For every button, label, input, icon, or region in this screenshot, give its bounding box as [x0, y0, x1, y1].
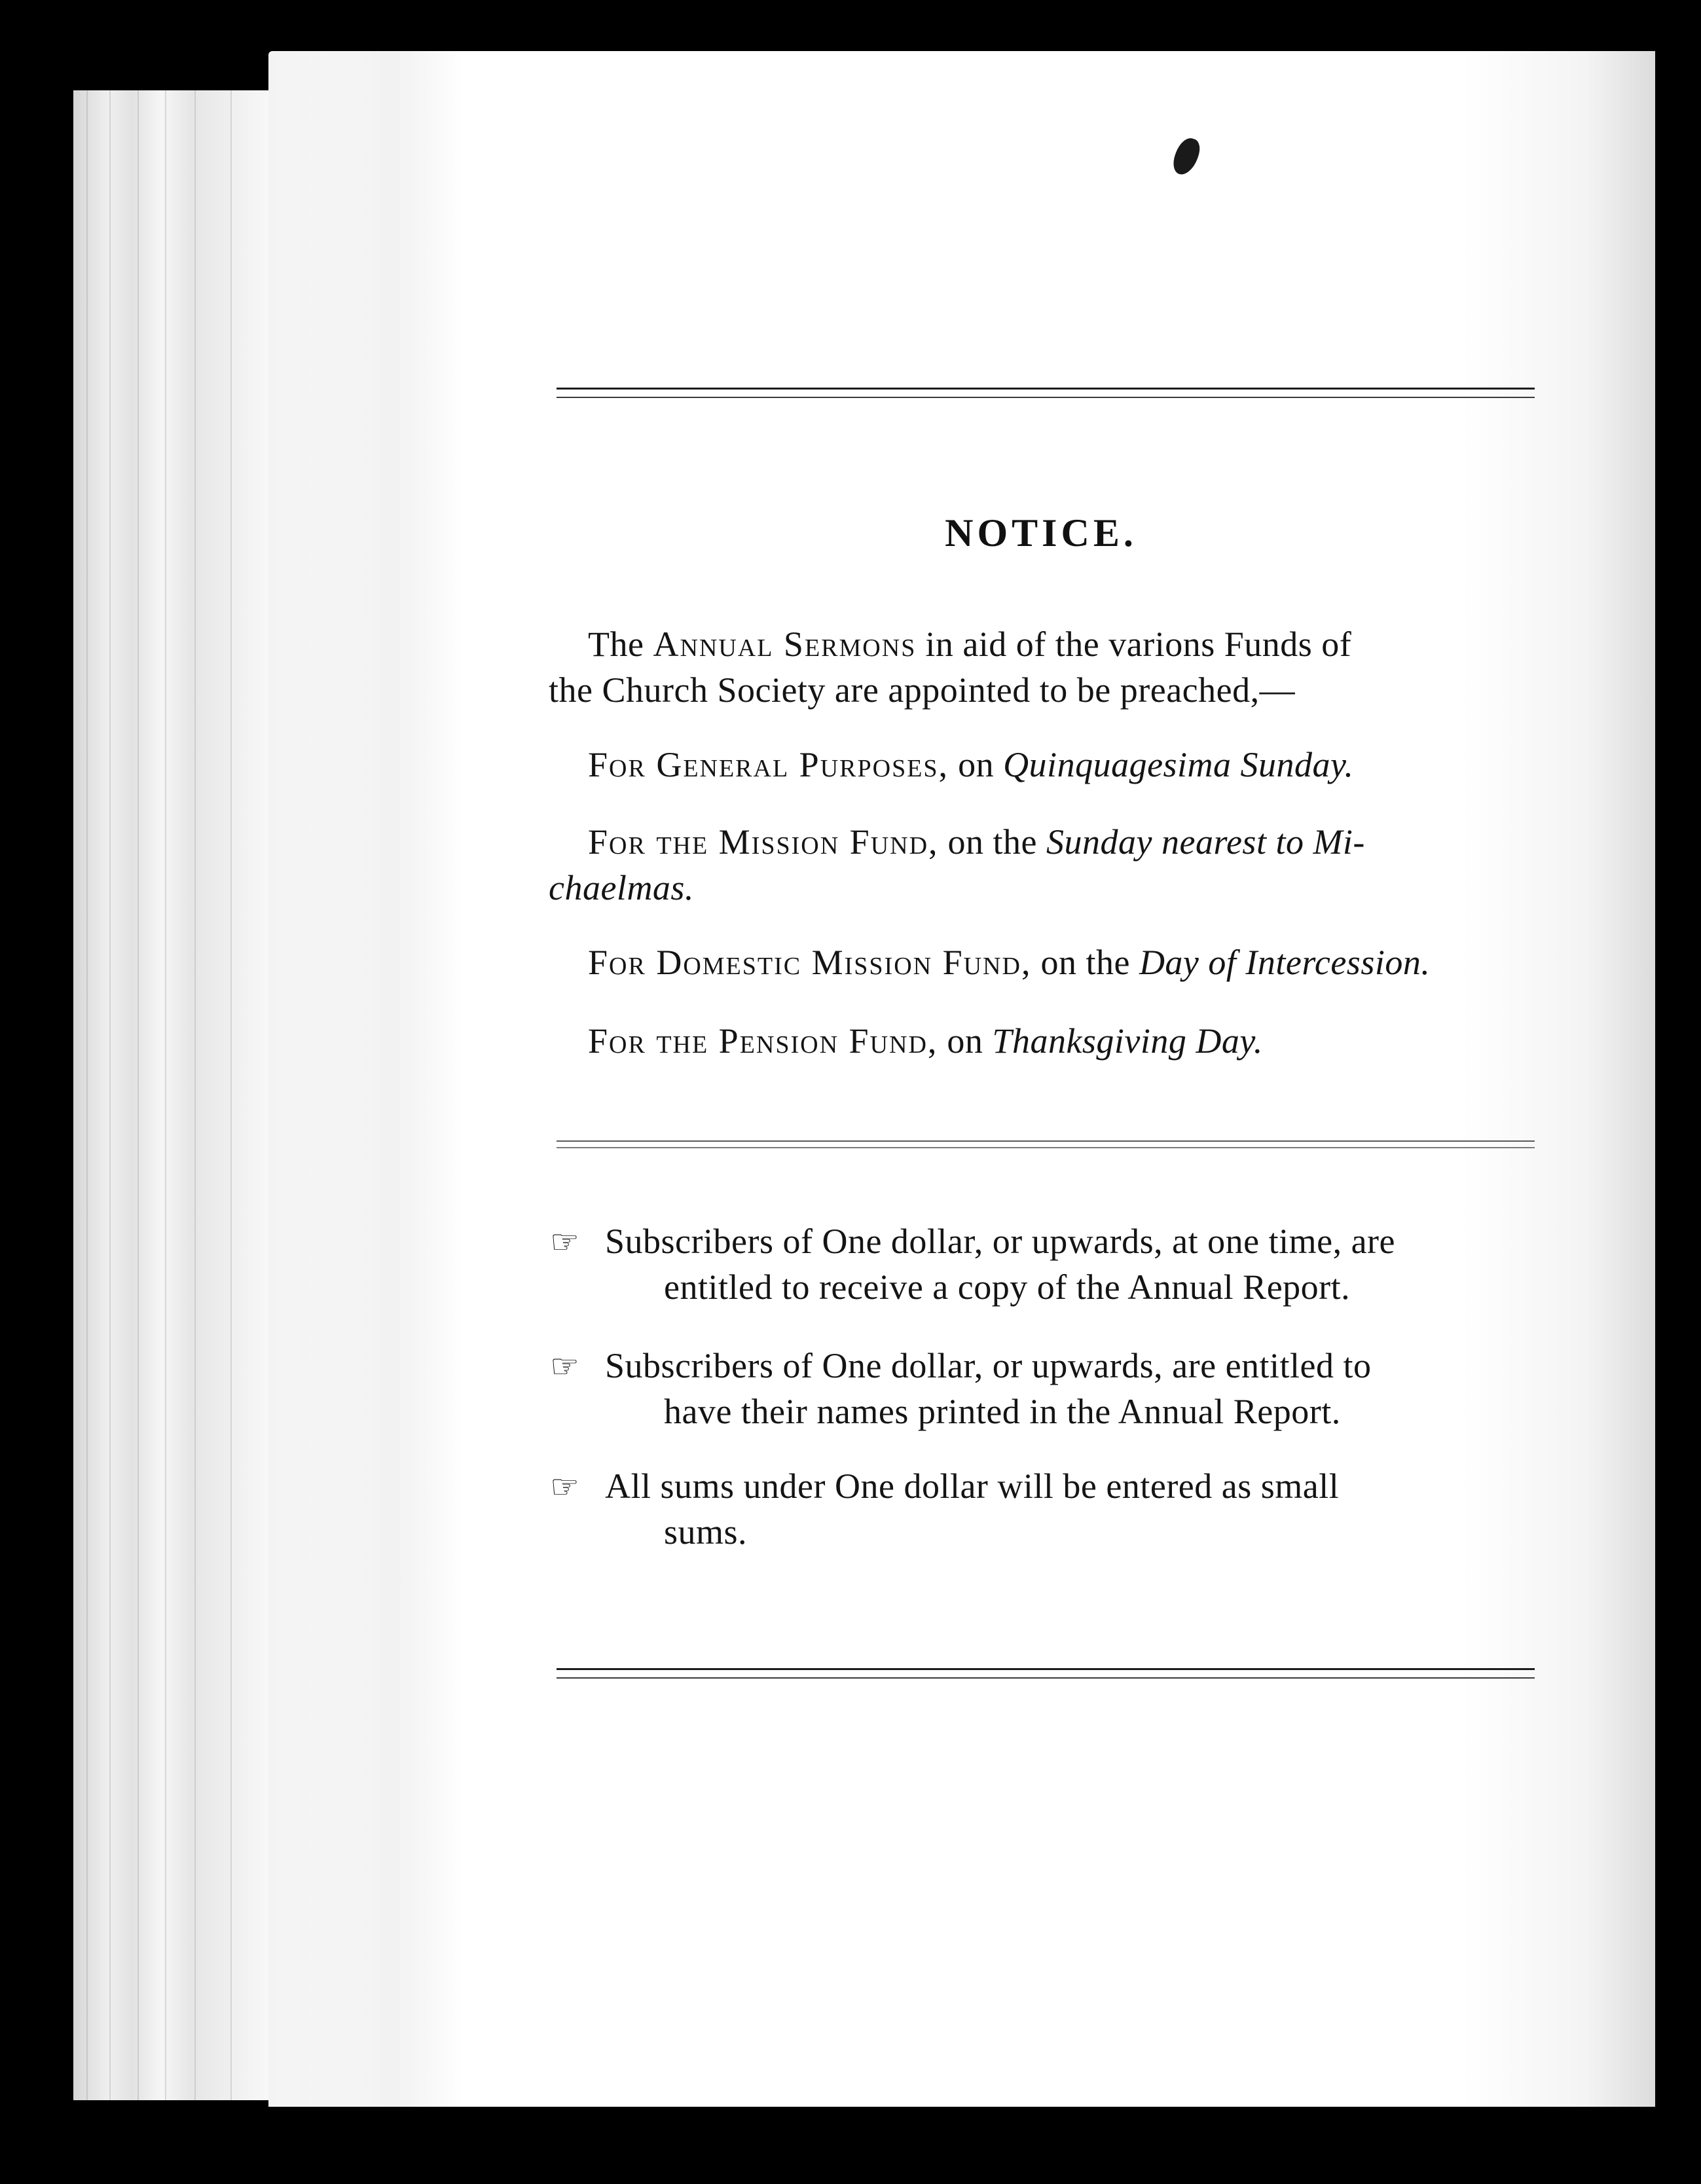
subscriber-note-3-continued: sums. [664, 1512, 748, 1552]
fund-item-domestic: For Domestic Mission Fund, on the Day of Intercession. [588, 943, 1431, 982]
book-page [268, 51, 1655, 2107]
fund-item-general: For General Purposes, on Quinquagesima Sunday. [588, 745, 1354, 784]
book-page-edges [73, 90, 270, 2100]
pointing-hand-icon: ☞ [550, 1223, 580, 1261]
subscriber-note-1: ☞ Subscribers of One dollar, or upwards, at one time, are [550, 1219, 1395, 1264]
subscriber-note-2-continued: have their names printed in the Annual Report. [664, 1392, 1341, 1431]
intro-line-1: The Annual Sermons in aid of the varions Funds of [588, 625, 1352, 664]
subscriber-note-3: ☞ All sums under One dollar will be entered as small [550, 1464, 1339, 1509]
intro-line-2: the Church Society are appointed to be preached,— [549, 670, 1296, 710]
top-double-rule [557, 388, 1535, 398]
fund-item-mission-continued: chaelmas. [549, 868, 694, 907]
fund-item-mission: For the Mission Fund, on the Sunday nearest to Mi- [588, 822, 1365, 862]
pointing-hand-icon: ☞ [550, 1347, 580, 1385]
page-gutter-shading [288, 51, 465, 2107]
fund-item-pension: For the Pension Fund, on Thanksgiving Day. [588, 1021, 1263, 1061]
notice-heading: NOTICE. [945, 511, 1137, 555]
subscriber-note-1-continued: entitled to receive a copy of the Annual Report. [664, 1267, 1351, 1307]
subscriber-note-2: ☞ Subscribers of One dollar, or upwards, are entitled to [550, 1343, 1372, 1389]
annual-sermons-phrase: Annual Sermons [653, 625, 917, 664]
middle-double-rule [557, 1140, 1535, 1148]
bottom-double-rule [557, 1668, 1535, 1679]
pointing-hand-icon: ☞ [550, 1468, 580, 1506]
